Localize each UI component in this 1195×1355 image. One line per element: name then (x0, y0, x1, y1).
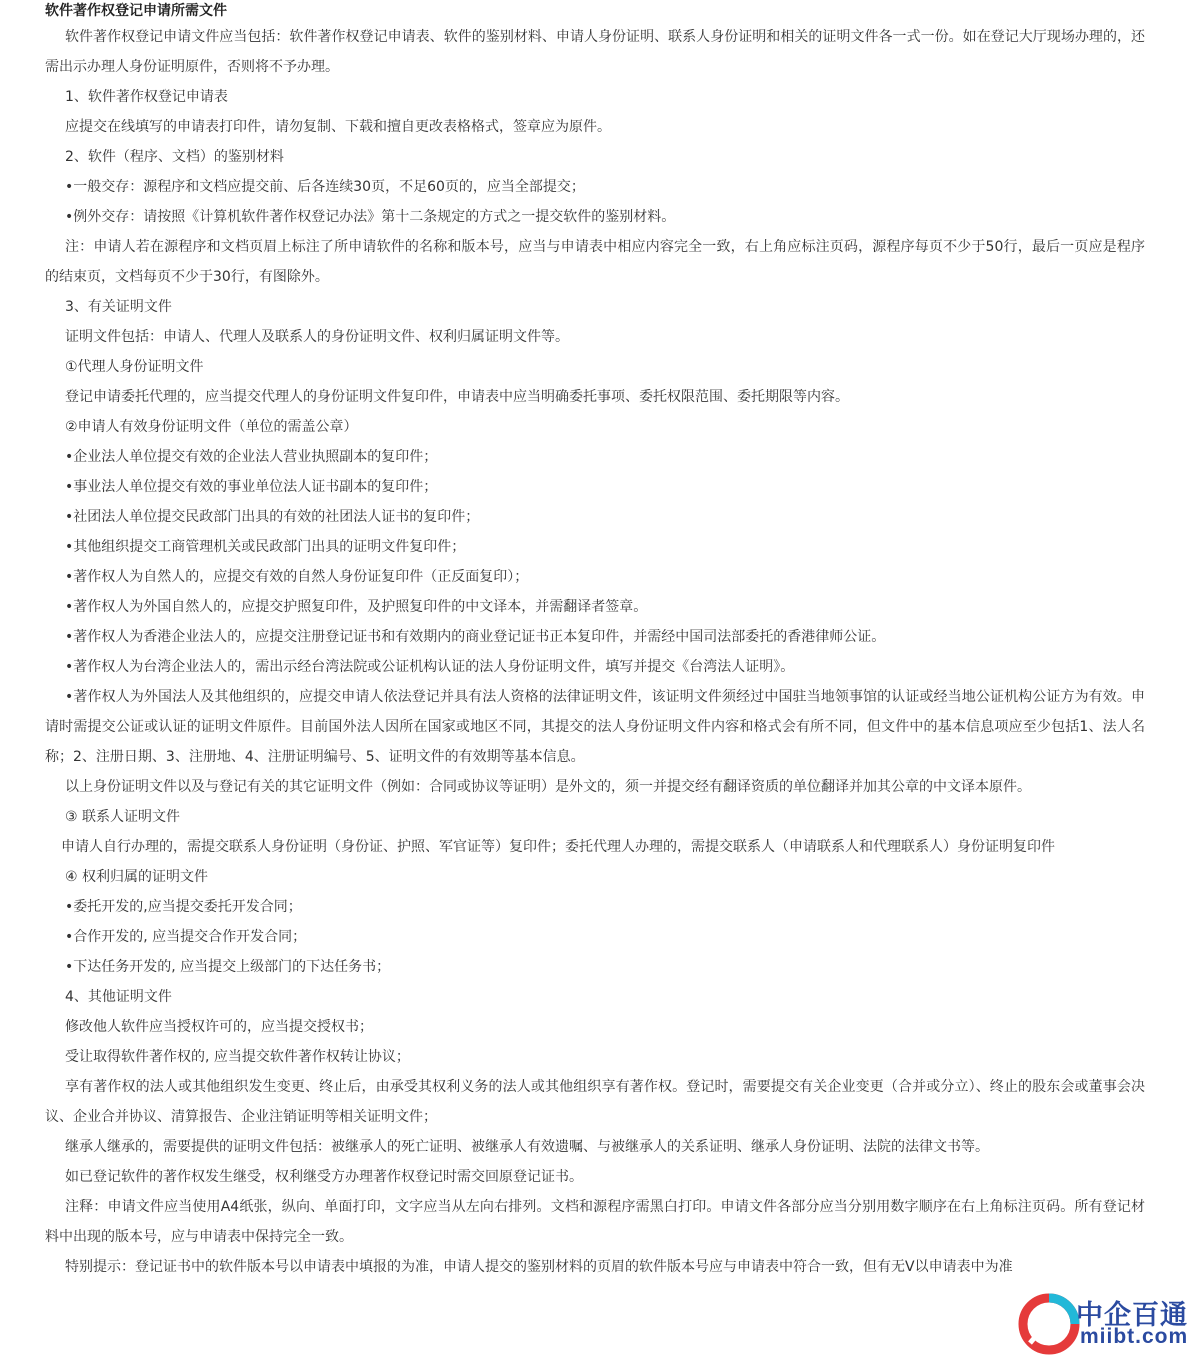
subsection-heading: ④ 权利归属的证明文件 (65, 869, 209, 885)
watermark (1018, 1291, 1193, 1353)
subsection-heading: ②申请人有效身份证明文件（单位的需盖公章） (65, 419, 358, 435)
document-title: 软件著作权登记申请所需文件 (45, 3, 227, 19)
subsection-heading: ③ 联系人证明文件 (65, 809, 181, 825)
bullet-item: •企业法人单位提交有效的企业法人营业执照副本的复印件； (65, 449, 438, 465)
section-heading: 1、软件著作权登记申请表 (65, 89, 228, 105)
section-heading: 2、软件（程序、文档）的鉴别材料 (65, 149, 284, 165)
paragraph: 修改他人软件应当授权许可的，应当提交授权书； (65, 1019, 373, 1035)
paragraph: 继承人继承的，需要提供的证明文件包括：被继承人的死亡证明、被继承人有效遗嘱、与被继承人的关系证明、继承人身份证明、法院的法律文书等。 (65, 1139, 989, 1155)
document (45, 0, 1145, 1282)
bullet-item: •一般交存：源程序和文档应提交前、后各连续30页，不足60页的，应当全部提交； (65, 179, 585, 195)
subsection-heading: ①代理人身份证明文件 (65, 359, 204, 375)
bullet-item: •下达任务开发的, 应当提交上级部门的下达任务书； (65, 959, 391, 975)
paragraph: 以上身份证明文件以及与登记有关的其它证明文件（例如：合同或协议等证明）是外文的，须一并提交经有翻译资质的单位翻译并加其公章的中文译本原件。 (65, 779, 1031, 795)
brand-name: 中企百通 (1076, 1300, 1188, 1331)
note-paragraph: 注释：申请文件应当使用A4纸张，纵向、单面打印，文字应当从左向右排列。文档和源程序需黑白打印。申请文件各部分应当分别用数字顺序在右上角标注页码。所有登记材料中出现的版本号，应与申请表中保持完全一致。 (45, 1199, 1145, 1245)
paragraph: 登记申请委托代理的，应当提交代理人的身份证明文件复印件，申请表中应当明确委托事项、委托权限范围、委托期限等内容。 (65, 389, 849, 405)
paragraph: 证明文件包括：申请人、代理人及联系人的身份证明文件、权利归属证明文件等。 (65, 329, 569, 345)
brand-logo-icon (1018, 1293, 1080, 1355)
bullet-item: •著作权人为台湾企业法人的，需出示经台湾法院或公证机构认证的法人身份证明文件，填写并提交《台湾法人证明》。 (65, 659, 795, 675)
bullet-item: •例外交存：请按照《计算机软件著作权登记办法》第十二条规定的方式之一提交软件的鉴别材料。 (65, 209, 676, 225)
bullet-item: •事业法人单位提交有效的事业单位法人证书副本的复印件； (65, 479, 438, 495)
paragraph: 申请人自行办理的，需提交联系人身份证明（身份证、护照、军官证等）复印件；委托代理人办理的，需提交联系人（申请联系人和代理联系人）身份证明复印件 (61, 839, 1055, 855)
paragraph: 软件著作权登记申请文件应当包括：软件著作权登记申请表、软件的鉴别材料、申请人身份证明、联系人身份证明和相关的证明文件各一式一份。如在登记大厅现场办理的，还需出示办理人身份证明原件，否则将不予办理。 (45, 29, 1145, 75)
bullet-item: •其他组织提交工商管理机关或民政部门出具的证明文件复印件； (65, 539, 466, 555)
paragraph: 如已登记软件的著作权发生继受，权利继受方办理著作权登记时需交回原登记证书。 (65, 1169, 583, 1185)
bullet-item: •著作权人为外国自然人的，应提交护照复印件，及护照复印件的中文译本，并需翻译者签章。 (65, 599, 648, 615)
bullet-item: •委托开发的,应当提交委托开发合同； (65, 899, 302, 915)
bullet-item: •合作开发的, 应当提交合作开发合同； (65, 929, 307, 945)
paragraph: 受让取得软件著作权的, 应当提交软件著作权转让协议； (65, 1049, 410, 1065)
section-heading: 4、其他证明文件 (65, 989, 172, 1005)
bullet-item: •著作权人为外国法人及其他组织的，应提交申请人依法登记并具有法人资格的法律证明文件，该证明文件须经过中国驻当地领事馆的认证或经当地公证机构公证方为有效。申请时需提交公证或认证的证明文件原件。目前国外法人因所在国家或地区不同，其提交的法人身份证明文件内容和格式会有所不同，但文件中的基本信息项应至少包括1、法人名称；2、注册日期、3、注册地、4、注册证明编号、5、证明文件的有效期等基本信息。 (45, 689, 1145, 765)
section-heading: 3、有关证明文件 (65, 299, 172, 315)
paragraph: 享有著作权的法人或其他组织发生变更、终止后，由承受其权利义务的法人或其他组织享有著作权。登记时，需要提交有关企业变更（合并或分立）、终止的股东会或董事会决议、企业合并协议、清算报告、企业注销证明等相关证明文件； (45, 1079, 1145, 1125)
paragraph: 应提交在线填写的申请表打印件，请勿复制、下载和擅自更改表格格式，签章应为原件。 (65, 119, 611, 135)
bullet-item: •著作权人为香港企业法人的，应提交注册登记证书和有效期内的商业登记证书正本复印件，并需经中国司法部委托的香港律师公证。 (65, 629, 886, 645)
brand-url: miibt.com (1080, 1325, 1189, 1348)
note-paragraph: 注：申请人若在源程序和文档页眉上标注了所申请软件的名称和版本号，应当与申请表中相应内容完全一致，右上角应标注页码，源程序每页不少于50行，最后一页应是程序的结束页，文档每页不少于30行，有图除外。 (45, 239, 1145, 285)
bullet-item: •著作权人为自然人的，应提交有效的自然人身份证复印件（正反面复印）； (65, 569, 529, 585)
note-paragraph: 特别提示：登记证书中的软件版本号以申请表中填报的为准，申请人提交的鉴别材料的页眉的软件版本号应与申请表中符合一致，但有无V以申请表中为准 (65, 1259, 1013, 1275)
bullet-item: •社团法人单位提交民政部门出具的有效的社团法人证书的复印件； (65, 509, 480, 525)
